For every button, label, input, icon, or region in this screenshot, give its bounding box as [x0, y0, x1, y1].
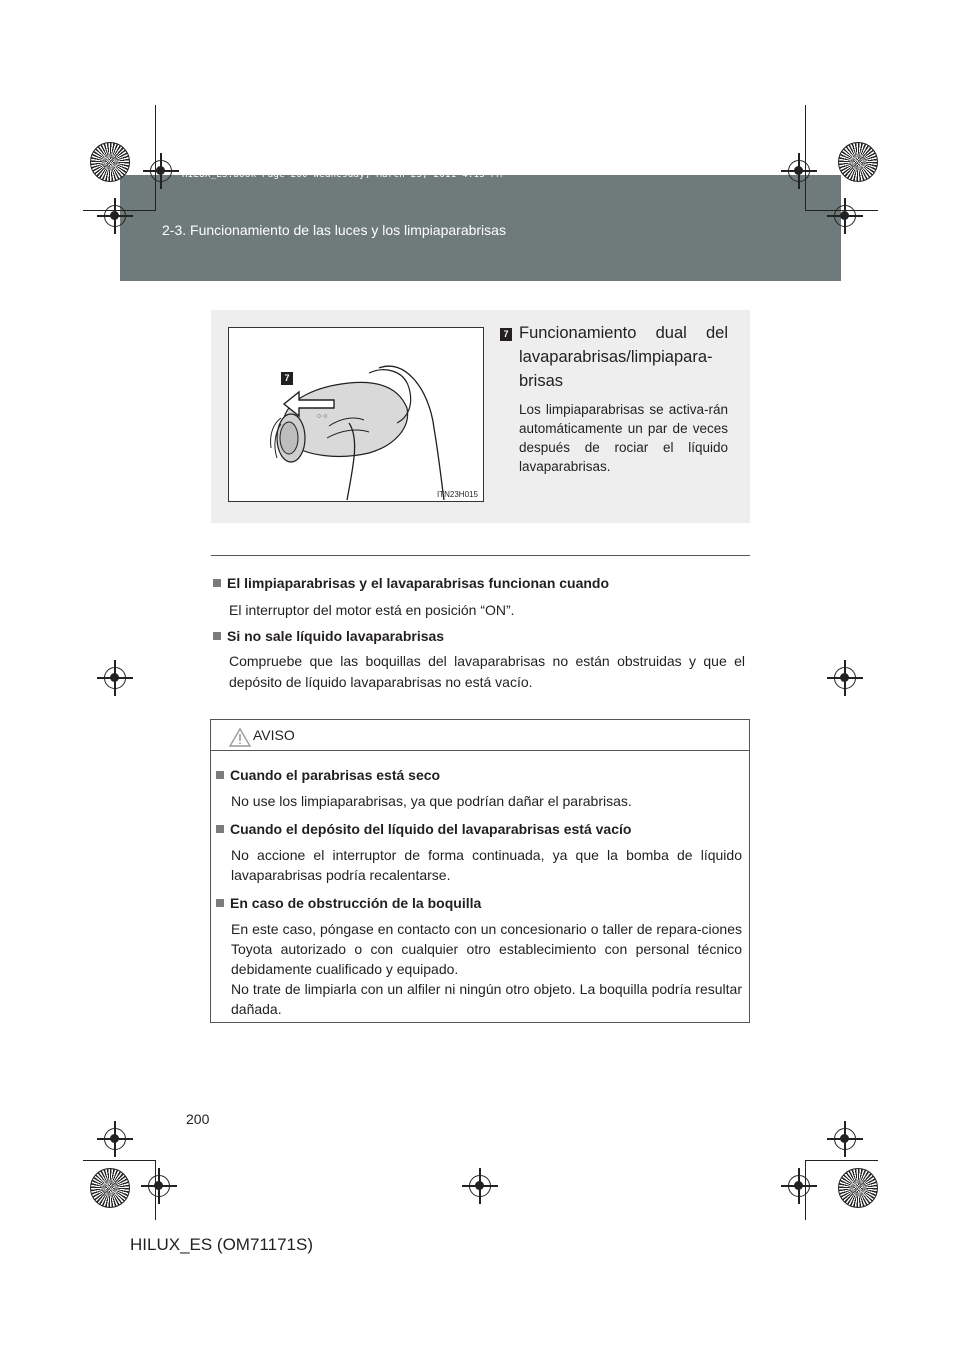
bullet-square-icon	[213, 632, 221, 640]
bullet-square-icon	[213, 579, 221, 587]
warning-header	[211, 720, 749, 751]
registration-crosshair-icon	[150, 160, 172, 182]
warning-triangle-icon	[229, 728, 251, 747]
warning-item-body: En este caso, póngase en contacto con un concesionario o taller de repara-ciones Toyota autorizado o con cualquier otro establecimiento con personal técnico debidamente cualificado y equipado.	[231, 921, 742, 977]
registration-starburst-icon	[90, 1168, 130, 1208]
note-body: El interruptor del motor está en posición “ON”.	[229, 602, 515, 618]
registration-crosshair-icon	[104, 1128, 126, 1150]
warning-box	[210, 719, 750, 1023]
warning-item-heading: Cuando el depósito del líquido del lavaparabrisas está vacío	[230, 821, 632, 837]
figure-code: ITN23H015	[437, 490, 478, 499]
caption-body: Los limpiaparabrisas se activa-rán automáticamente un par de veces después de rociar el líquido lavaparabrisas.	[519, 402, 728, 474]
crop-mark	[83, 1160, 156, 1161]
svg-text:○ ○: ○ ○	[317, 413, 328, 420]
registration-crosshair-icon	[104, 205, 126, 227]
note-heading: Si no sale líquido lavaparabrisas	[227, 628, 445, 644]
registration-crosshair-icon	[834, 667, 856, 689]
caption-number-badge: 7	[500, 328, 512, 341]
registration-crosshair-icon	[148, 1175, 170, 1197]
registration-crosshair-icon	[834, 1128, 856, 1150]
note-heading: El limpiaparabrisas y el lavaparabrisas funcionan cuando	[227, 575, 610, 591]
page-number: 200	[186, 1111, 210, 1127]
crop-mark	[155, 105, 156, 210]
registration-crosshair-icon	[469, 1175, 491, 1197]
warning-item-body: No accione el interruptor de forma continuada, ya que la bomba de líquido lavaparabrisas podría recalentarse.	[231, 847, 742, 883]
registration-crosshair-icon	[788, 1175, 810, 1197]
warning-item-body: No trate de limpiarla con un alfiler ni ningún otro objeto. La boquilla podría resultar dañada.	[231, 981, 742, 1017]
crop-mark	[805, 105, 806, 210]
warning-item-body: No use los limpiaparabrisas, ya que podrían dañar el parabrisas.	[231, 793, 632, 809]
caption-title: Funcionamiento dual del lavaparabrisas/limpiapara-brisas	[519, 324, 728, 390]
figure-number-badge: 7	[281, 372, 293, 385]
warning-item	[216, 765, 742, 811]
registration-crosshair-icon	[104, 667, 126, 689]
section-divider	[211, 555, 750, 556]
registration-crosshair-icon	[834, 205, 856, 227]
warning-item	[216, 819, 742, 885]
note-body: Compruebe que las boquillas del lavaparabrisas no están obstruidas y que el depósito de líquido lavaparabrisas no está vacío.	[229, 653, 745, 690]
registration-crosshair-icon	[788, 160, 810, 182]
bullet-square-icon	[216, 899, 224, 907]
bullet-square-icon	[216, 825, 224, 833]
crop-mark	[805, 1160, 878, 1161]
note-item	[213, 626, 745, 693]
wiper-switch-illustration	[228, 327, 484, 502]
warning-item-heading: Cuando el parabrisas está seco	[230, 767, 441, 783]
registration-starburst-icon	[838, 142, 878, 182]
registration-starburst-icon	[838, 1168, 878, 1208]
warning-items	[216, 765, 742, 1021]
bullet-square-icon	[216, 771, 224, 779]
warning-item-heading: En caso de obstrucción de la boquilla	[230, 895, 482, 911]
print-info: HILUX_ES.book Page 200 Wednesday, March 23, 2011 4:15 PM	[182, 170, 503, 180]
footer-code: HILUX_ES (OM71171S)	[130, 1235, 313, 1254]
registration-starburst-icon	[90, 142, 130, 182]
section-title: 2-3. Funcionamiento de las luces y los limpiaparabrisas	[162, 222, 506, 238]
warning-item	[216, 893, 742, 1019]
warning-title: AVISO	[253, 727, 295, 743]
note-item	[213, 573, 745, 621]
